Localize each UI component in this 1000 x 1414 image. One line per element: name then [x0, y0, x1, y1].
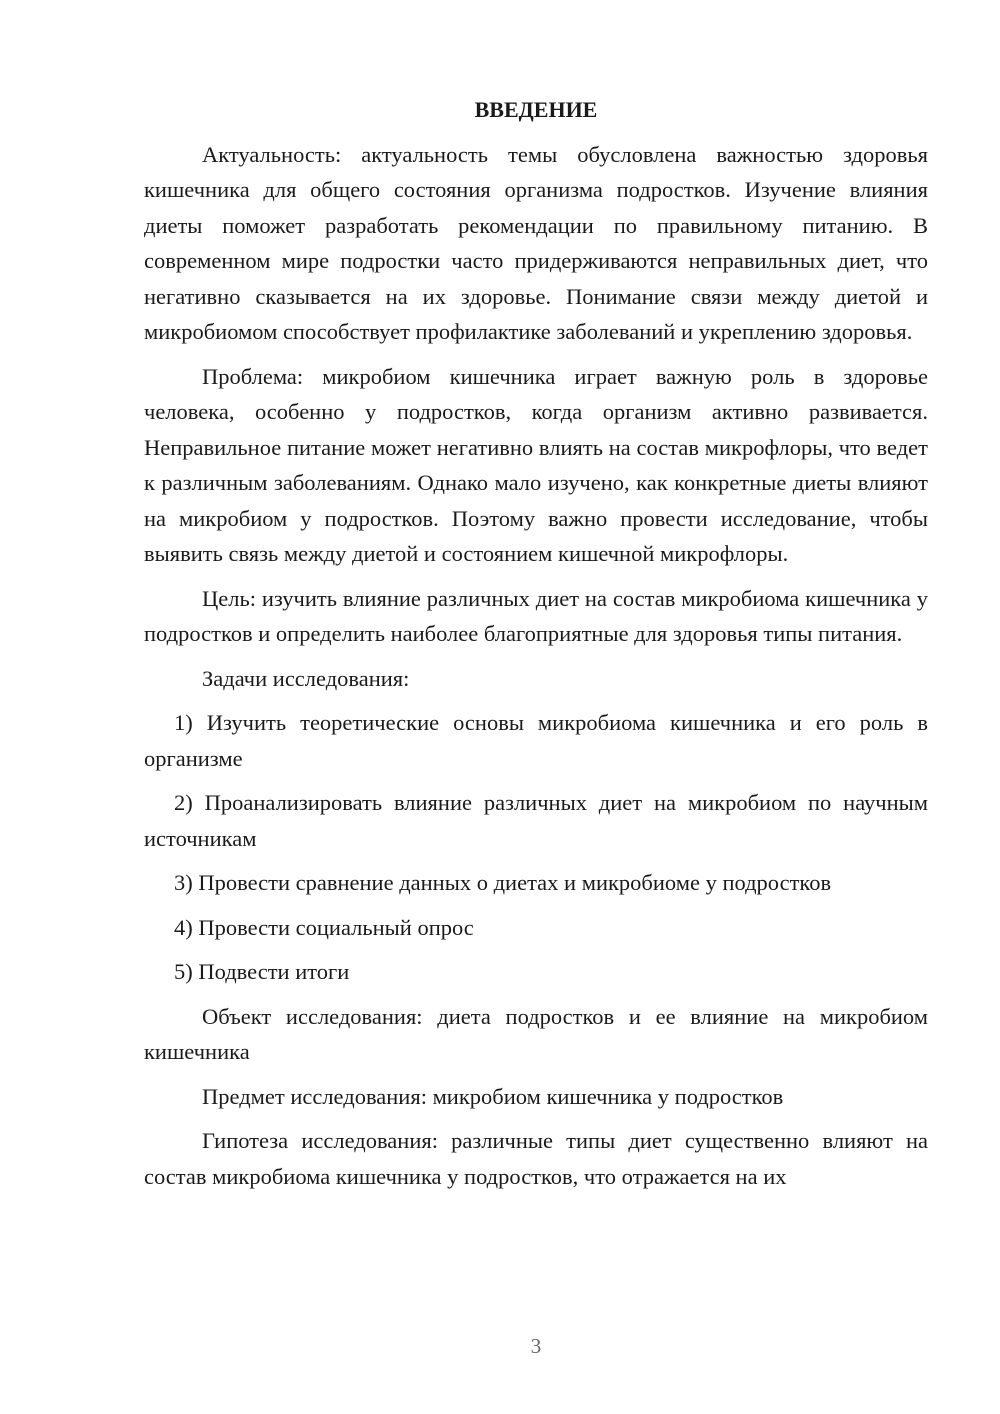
relevance-paragraph: Актуальность: актуальность темы обусловлена важностью здоровья кишечника для общего состояния организма подростков. Изучение влияния диеты поможет разработать рекомендации по правильному питанию. В современном мире подростки часто придерживаются неправильных диет, что негативно сказывается на их здоровье. Понимание связи между диетой и микробиомом способствует профилактике заболеваний и укреплению здоровья. [144, 141, 928, 344]
hypothesis-paragraph: Гипотеза исследования: различные типы диет существенно влияют на состав микробиома кишечника у подростков, что отражается на их [144, 1128, 928, 1189]
task-item-1: 1) Изучить теоретические основы микробиома кишечника и его роль в организме [144, 710, 928, 771]
subject-paragraph: Предмет исследования: микробиом кишечника у подростков [202, 1083, 784, 1109]
task-item-2: 2) Проанализировать влияние различных диет на микробиом по научным источникам [144, 790, 928, 851]
page-number: 3 [530, 1334, 542, 1358]
problem-paragraph: Проблема: микробиом кишечника играет важную роль в здоровье человека, особенно у подростков, когда организм активно развивается. Неправильное питание может негативно влиять на состав микрофлоры, что ведет к различным заболеваниям. Однако мало изучено, как конкретные диеты влияют на микробиом у подростков. Поэтому важно провести исследование, чтобы выявить связь между диетой и состоянием кишечной микрофлоры. [144, 363, 928, 566]
page-content [144, 92, 928, 1203]
task-item-3: 3) Провести сравнение данных о диетах и микробиоме у подростков [174, 870, 832, 895]
section-heading: ВВЕДЕНИЕ [474, 97, 598, 122]
goal-paragraph: Цель: изучить влияние различных диет на состав микробиома кишечника у подростков и определить наиболее благоприятные для здоровья типы питания. [144, 585, 928, 646]
task-item-5: 5) Подвести итоги [174, 959, 350, 984]
tasks-heading: Задачи исследования: [202, 665, 410, 691]
task-item-4: 4) Провести социальный опрос [174, 914, 474, 940]
object-paragraph: Объект исследования: диета подростков и ее влияние на микробиом кишечника [144, 1003, 928, 1064]
